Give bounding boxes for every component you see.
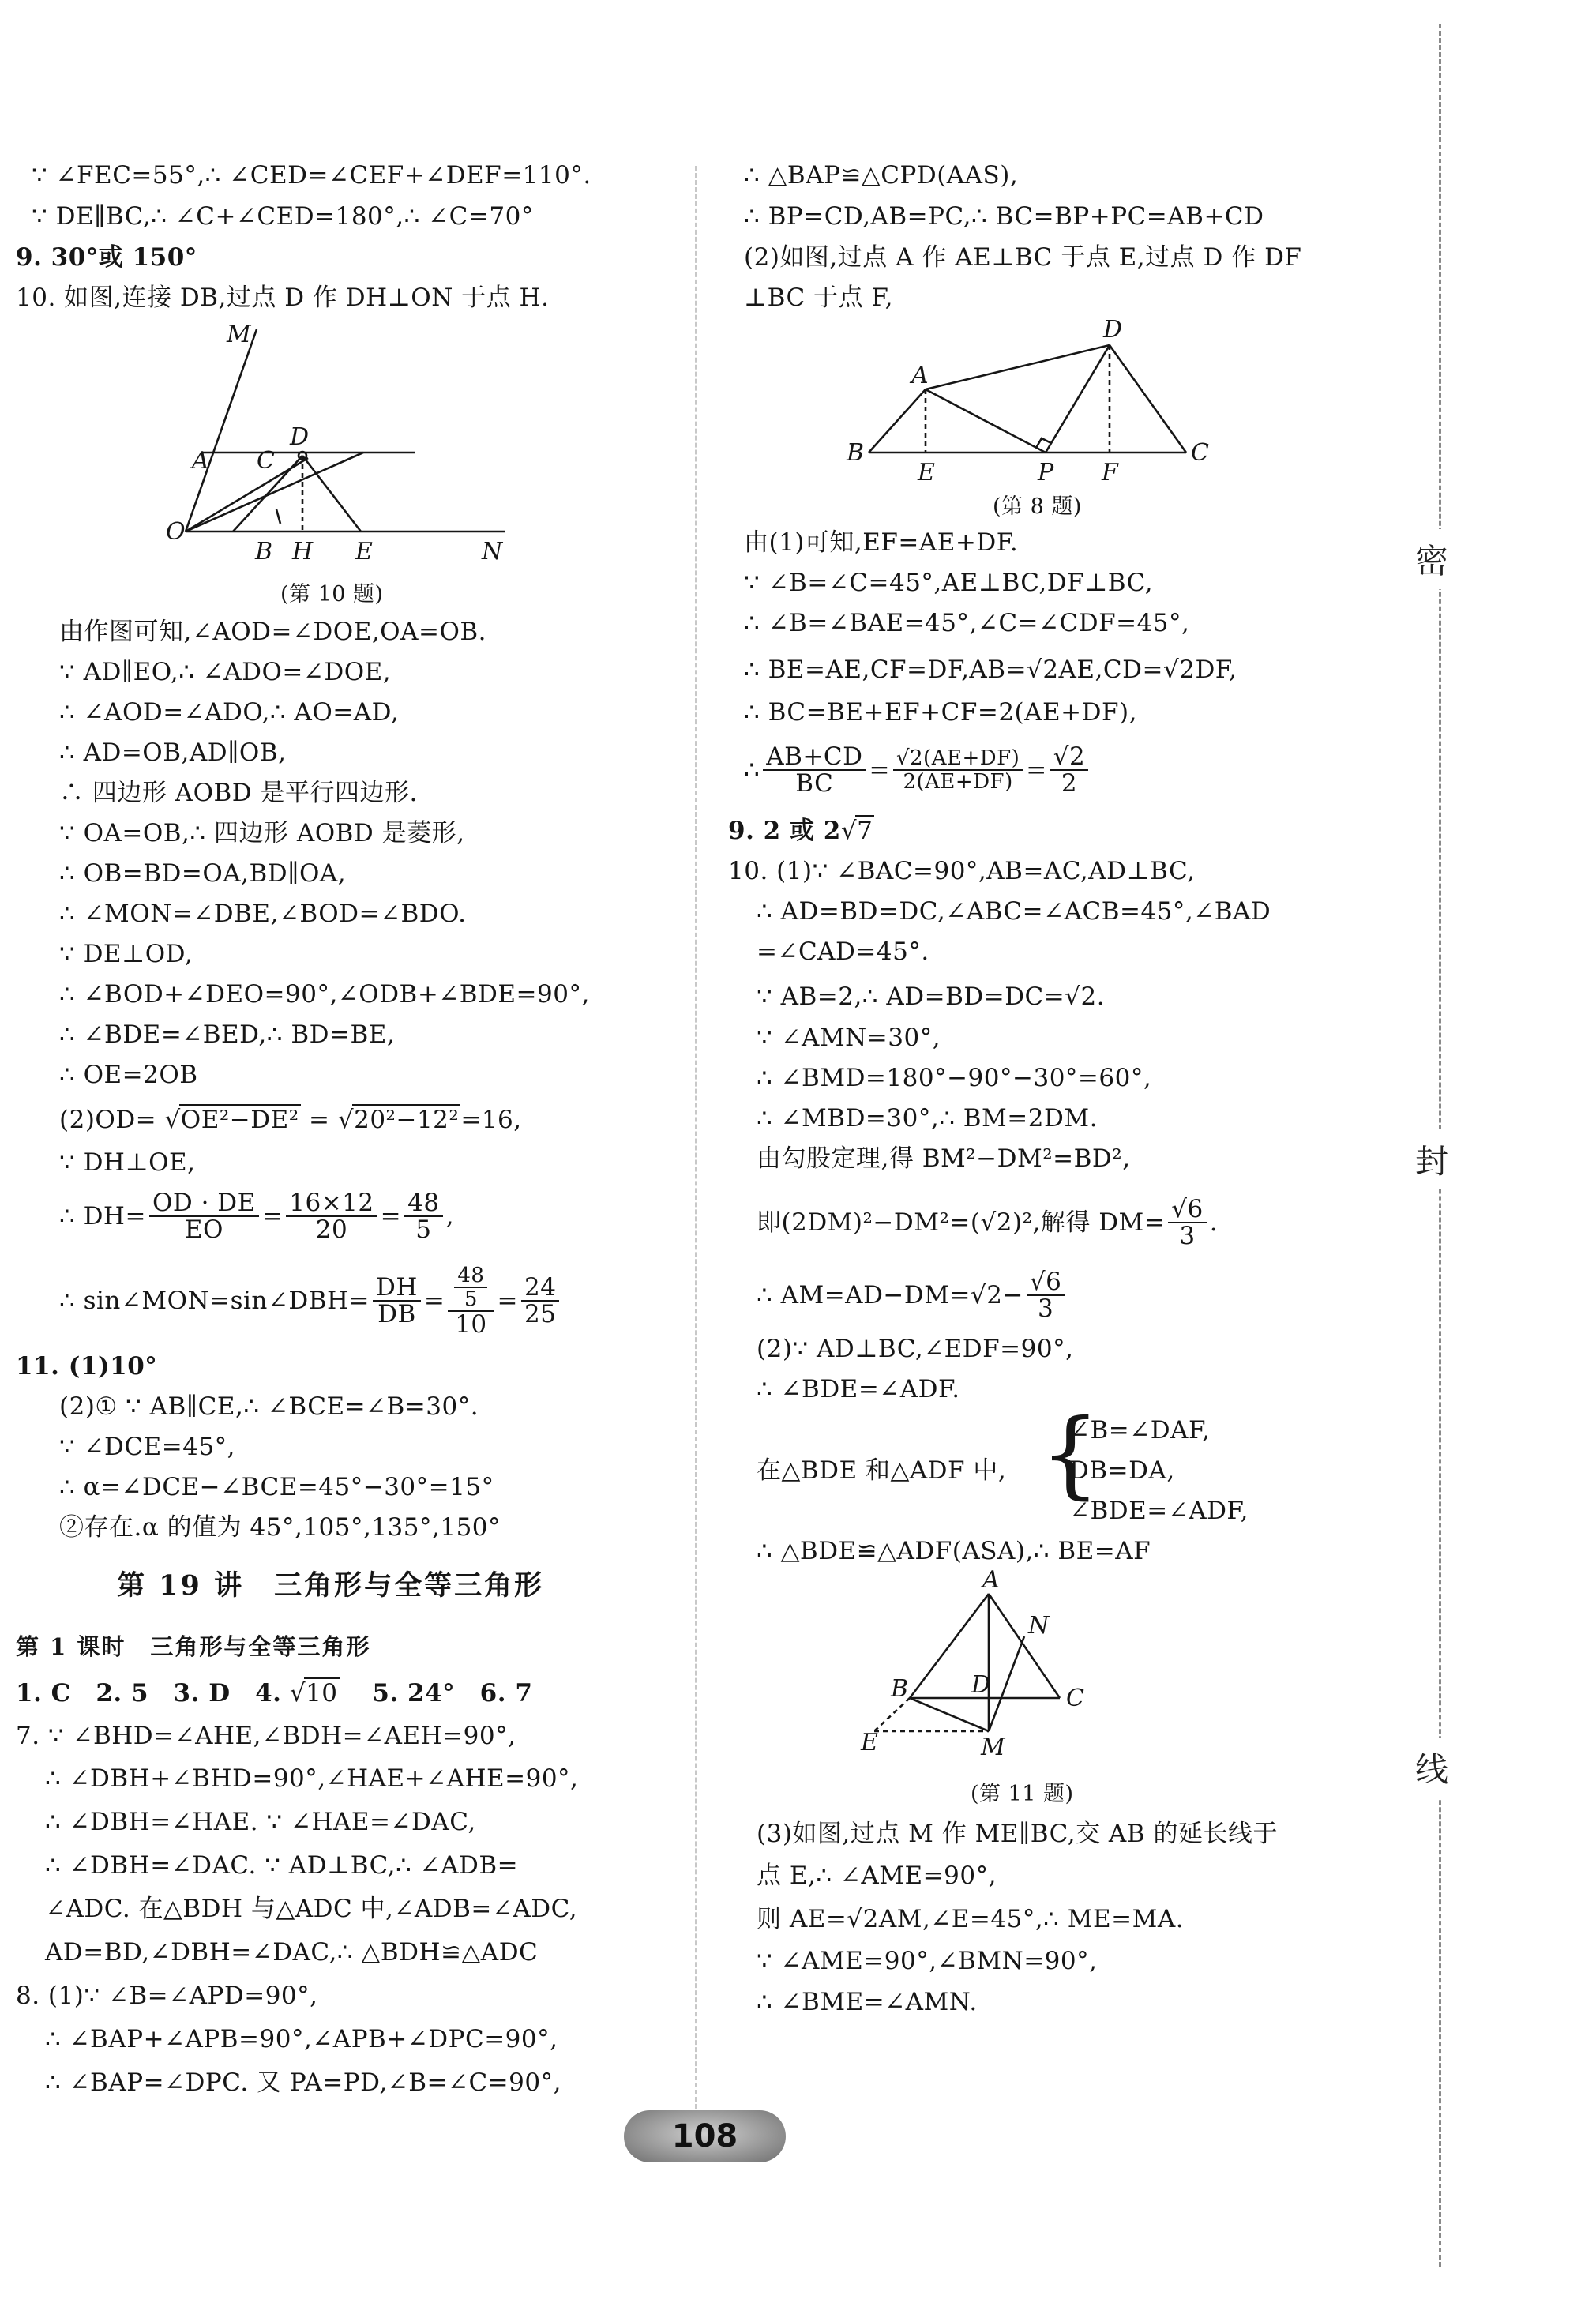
label-m: M — [227, 321, 251, 348]
text-line: ∴ BP=CD,AB=PC,∴ BC=BP+PC=AB+CD — [744, 202, 1264, 231]
label-a: A — [192, 447, 209, 475]
text-line: ∴ ∠BDE=∠BED,∴ BD=BE, — [59, 1020, 396, 1049]
text-line: ∵ ∠AMN=30°, — [757, 1024, 941, 1052]
figure-11-caption: (第 11 题) — [971, 1782, 1074, 1806]
label-d: D — [290, 423, 310, 451]
figure-11 — [861, 1566, 1162, 1781]
figure-8 — [839, 316, 1209, 490]
answer-9: 9. 2 或 2√7 — [728, 817, 873, 845]
text-line: (2)∵ AD⊥BC,∠EDF=90°, — [757, 1335, 1074, 1363]
text-line: ∴ 四边形 AOBD 是平行四边形. — [59, 779, 418, 807]
figure-10-caption: (第 10 题) — [280, 582, 384, 607]
text-line: ∴ ∠BMD=180°−90°−30°=60°, — [757, 1064, 1152, 1092]
column-divider — [695, 166, 697, 2109]
figure-8-caption: (第 8 题) — [993, 494, 1082, 519]
text-line: ∠ADC. 在△BDH 与△ADC 中,∠ADB=∠ADC, — [45, 1895, 578, 1923]
seal-char-feng: 封 — [1415, 1129, 1448, 1189]
text-line: ∵ ∠AME=90°,∠BMN=90°, — [757, 1947, 1098, 1975]
text-line: ∵ OA=OB,∴ 四边形 AOBD 是菱形, — [59, 819, 465, 847]
label-n: N — [1028, 1612, 1050, 1640]
system-line: ∠BDE=∠ADF, — [1069, 1497, 1249, 1525]
dm-equation: 即(2DM)²−DM²=(√2)²,解得 DM= $\frac{√6}{3}$ . — [757, 1195, 1219, 1250]
label-b: B — [847, 439, 865, 467]
answer-10: 10. (1)∵ ∠BAC=90°,AB=AC,AD⊥BC, — [728, 857, 1196, 885]
text-line: 由(1)可知,EF=AE+DF. — [744, 528, 1019, 557]
segment-pd — [1046, 345, 1110, 453]
answer-8: 8. (1)∵ ∠B=∠APD=90°, — [16, 1982, 318, 2010]
label-a: A — [982, 1566, 1000, 1594]
segment-be — [874, 1698, 910, 1731]
od-equation: (2)OD= √OE²−DE² = √20²−12²=16, — [59, 1106, 522, 1134]
label-m: M — [981, 1734, 1005, 1761]
text-line: (2)如图,过点 A 作 AE⊥BC 于点 E,过点 D 作 DF — [744, 243, 1302, 272]
text-line: =∠CAD=45°. — [757, 937, 929, 966]
page-number: 108 — [671, 2118, 738, 2155]
text-line: ∴ ∠BAP=∠DPC. 又 PA=PD,∠B=∠C=90°, — [45, 2068, 561, 2097]
segment-dc — [1110, 345, 1186, 453]
label-d: D — [1103, 316, 1123, 344]
text-line: 由作图可知,∠AOD=∠DOE,OA=OB. — [59, 618, 487, 646]
label-e: E — [861, 1729, 878, 1756]
label-a: A — [911, 362, 929, 389]
text-line: ∵ DE⊥OD, — [59, 940, 193, 968]
answer-9: 9. 30°或 150° — [16, 243, 197, 272]
segment-mn — [989, 1636, 1024, 1731]
text-line: ∴ α=∠DCE−∠BCE=45°−30°=15° — [59, 1473, 494, 1501]
answer-11: 11. (1)10° — [16, 1352, 158, 1381]
answer-10: 10. 如图,连接 DB,过点 D 作 DH⊥ON 于点 H. — [16, 284, 550, 312]
text-line: ∵ AD∥EO,∴ ∠ADO=∠DOE, — [59, 658, 392, 686]
label-h: H — [292, 538, 314, 565]
answers-1-6: 1. C 2. 5 3. D 4. √10 5. 24° 6. 7 — [16, 1679, 533, 1708]
am-equation: ∴ AM=AD−DM=√2− $\frac{√6}{3}$ — [757, 1264, 1068, 1327]
dh-equation: ∴ DH= $\frac{OD \cdot DE}{EO}$ = $\frac{16\times 12}{20}$ = $\frac{48}{5}$ , — [59, 1189, 454, 1244]
sin-equation: ∴ sin∠MON=sin∠DBH= $\frac{DH}{DB}$ = $\frac{\frac{48}{5}}{10}$ = $\frac{24}{25}$ — [59, 1257, 562, 1344]
text-line: ∴ ∠BOD+∠DEO=90°,∠ODB+∠BDE=90°, — [59, 980, 590, 1009]
ray-om — [186, 329, 257, 532]
text-line: ∴ AD=OB,AD∥OB, — [59, 738, 287, 767]
label-c: C — [257, 447, 275, 475]
label-n: N — [482, 538, 503, 565]
text-line: 点 E,∴ ∠AME=90°, — [757, 1862, 997, 1890]
text-line: ∴ ∠AOD=∠ADO,∴ AO=AD, — [59, 698, 400, 727]
text-line: ∵ ∠B=∠C=45°,AE⊥BC,DF⊥BC, — [744, 569, 1154, 597]
system-line: DB=DA, — [1069, 1456, 1175, 1485]
text-line: ∵ ∠DCE=45°, — [59, 1433, 236, 1461]
label-b: B — [255, 538, 273, 565]
seal-char-xian: 线 — [1415, 1738, 1448, 1798]
text-line: ∴ BC=BE+EF+CF=2(AE+DF), — [744, 698, 1137, 727]
segment-bm — [910, 1698, 989, 1731]
text-line: ∴ △BAP≌△CPD(AAS), — [744, 161, 1019, 190]
tick-mark — [276, 509, 280, 524]
text-line: 在△BDE 和△ADF 中, — [757, 1456, 1007, 1485]
text-line: (3)如图,过点 M 作 ME∥BC,交 AB 的延长线于 — [757, 1820, 1278, 1848]
label-o: O — [166, 518, 186, 546]
label-c: C — [1066, 1685, 1084, 1712]
label-b: B — [891, 1675, 909, 1703]
segment-ap — [926, 389, 1046, 453]
answer-7: 7. ∵ ∠BHD=∠AHE,∠BDH=∠AEH=90°, — [16, 1722, 516, 1750]
system-brace: { — [1040, 1399, 1101, 1509]
label-e: E — [355, 538, 373, 565]
page-number-badge — [624, 2110, 786, 2162]
text-line: ∴ ∠DBH=∠HAE. ∵ ∠HAE=∠DAC, — [45, 1808, 476, 1836]
text-line: ∴ OE=2OB — [59, 1061, 198, 1089]
label-c: C — [1191, 439, 1209, 467]
text-line: ∵ DE∥BC,∴ ∠C+∠CED=180°,∴ ∠C=70° — [32, 202, 534, 231]
text-line: ∴ ∠MON=∠DBE,∠BOD=∠BDO. — [59, 900, 467, 928]
figure-10 — [154, 320, 533, 573]
text-line: ②存在.α 的值为 45°,105°,135°,150° — [59, 1513, 501, 1542]
text-line: ∴ AD=BD=DC,∠ABC=∠ACB=45°,∠BAD — [757, 897, 1271, 926]
text-line: 则 AE=√2AM,∠E=45°,∴ ME=MA. — [757, 1905, 1185, 1933]
text-line: (2)① ∵ AB∥CE,∴ ∠BCE=∠B=30°. — [59, 1392, 479, 1421]
label-p: P — [1038, 459, 1054, 487]
text-line: ∵ AB=2,∴ AD=BD=DC=√2. — [757, 982, 1106, 1011]
text-line: ∴ ∠DBH=∠DAC. ∵ AD⊥BC,∴ ∠ADB= — [45, 1851, 519, 1880]
lesson-title: 第 1 课时 三角形与全等三角形 — [16, 1633, 371, 1660]
text-line: ∵ ∠FEC=55°,∴ ∠CED=∠CEF+∠DEF=110°. — [32, 161, 591, 190]
text-line: ∴ OB=BD=OA,BD∥OA, — [59, 859, 347, 888]
segment-ab — [869, 389, 926, 453]
text-line: ∴ ∠MBD=30°,∴ BM=2DM. — [757, 1104, 1098, 1133]
seal-char-mi: 密 — [1415, 529, 1448, 589]
label-e: E — [918, 459, 935, 487]
segment-ad — [926, 345, 1110, 389]
label-f: F — [1102, 459, 1118, 487]
text-line: ∵ DH⊥OE, — [59, 1148, 196, 1177]
text-line: ∴ ∠B=∠BAE=45°,∠C=∠CDF=45°, — [744, 609, 1190, 637]
text-line: 由勾股定理,得 BM²−DM²=BD², — [757, 1144, 1131, 1173]
text-line: ∴ ∠BDE=∠ADF. — [757, 1375, 960, 1403]
text-line: ∴ BE=AE,CF=DF,AB=√2AE,CD=√2DF, — [744, 656, 1237, 684]
text-line: ⊥BC 于点 F, — [744, 284, 893, 312]
section-title: 第 19 讲 三角形与全等三角形 — [117, 1569, 545, 1602]
ratio-equation: ∴ $\frac{AB+CD}{BC}$ = $\frac{√2(AE+DF)}{2(AE+DF)}$ = $\frac{√2}{2}$ — [744, 738, 1091, 802]
text-line: AD=BD,∠DBH=∠DAC,∴ △BDH≌△ADC — [45, 1938, 539, 1967]
label-d: D — [971, 1671, 991, 1699]
text-line: ∴ ∠DBH+∠BHD=90°,∠HAE+∠AHE=90°, — [45, 1764, 579, 1793]
text-line: ∴ △BDE≌△ADF(ASA),∴ BE=AF — [757, 1537, 1151, 1565]
text-line: ∴ ∠BME=∠AMN. — [757, 1988, 978, 2016]
text-line: ∴ ∠BAP+∠APB=90°,∠APB+∠DPC=90°, — [45, 2025, 558, 2053]
system-line: ∠B=∠DAF, — [1069, 1416, 1211, 1445]
segment-ac — [989, 1594, 1060, 1698]
